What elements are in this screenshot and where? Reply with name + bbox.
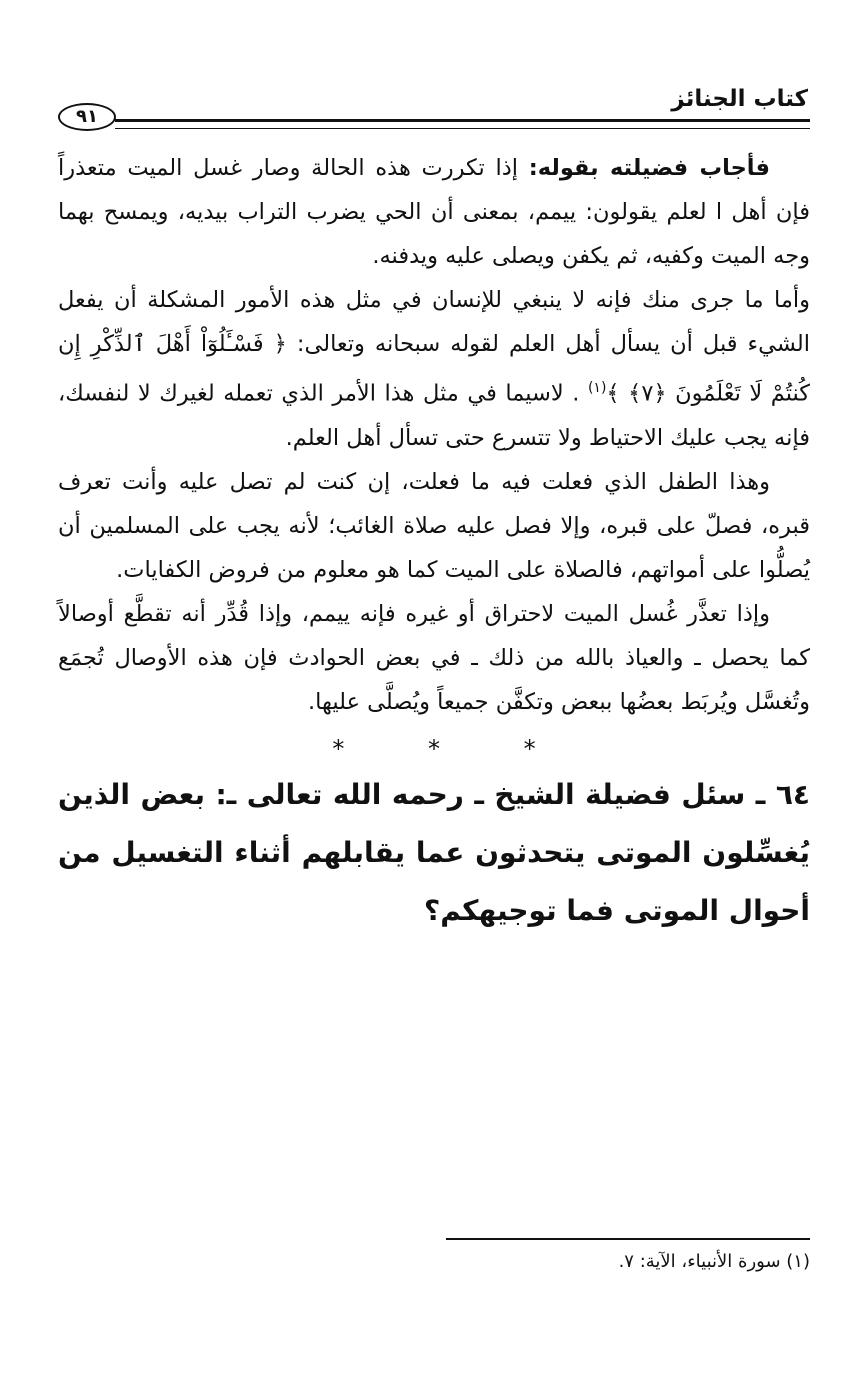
- footnote-marker: (١): [786, 1251, 810, 1272]
- question-text: سئل فضيلة الشيخ ـ رحمه الله تعالى ـ: بعض الذين يُغسِّلون الموتى يتحدثون عما يقابلهم أثناء التغسيل من أحوال الموتى فما توجيهكم؟: [58, 777, 810, 927]
- advice-text-after: . لاسيما في مثل هذا الأمر الذي تعمله لغيرك لا لنفسك، فإنه يجب عليك الاحتياط ولا تتسرع حتى تسأل أهل العلم.: [58, 380, 810, 451]
- footnote-rule: [446, 1238, 810, 1240]
- quran-verse: ﴿ فَسْـَٔلُوٓاْ أَهْلَ ٱلذِّكْرِ إِن كُنتُمْ لَا تَعْلَمُونَ ﴿٧﴾ ﴾: [58, 331, 810, 407]
- answer-lead: فأجاب فضيلته بقوله:: [528, 155, 770, 181]
- advice-text-before: وأما ما جرى منك فإنه لا ينبغي للإنسان في مثل هذه الأمور المشكلة أن يفعل الشيء قبل أن يسأل أهل العلم لقوله سبحانه وتعالى:: [58, 287, 811, 357]
- footnote-text: سورة الأنبياء، الآية: ٧.: [618, 1251, 781, 1272]
- running-title: كتاب الجنائز: [671, 86, 808, 112]
- header-rule: [115, 119, 810, 129]
- page-body: [58, 146, 810, 940]
- section-separator: * * *: [332, 734, 574, 763]
- child-prayer-paragraph: وهذا الطفل الذي فعلت فيه ما فعلت، إن كنت لم تصل عليه وأنت تعرف قبره، فصلّ على قبره، وإلا فصل عليه صلاة الغائب؛ لأنه يجب على المسلمين أن يُصلُّوا على أمواتهم، فالصلاة على الميت كما هو معلوم من فروض الكفايات.: [58, 468, 810, 583]
- question-number: ٦٤ ـ: [755, 777, 811, 811]
- answer-paragraph: [58, 146, 810, 278]
- footnote-ref: (١): [587, 380, 607, 396]
- question-64: [58, 766, 810, 940]
- footnote: [619, 1248, 810, 1276]
- answer-text: إذا تكررت هذه الحالة وصار غسل الميت متعذراً فإن أهل ا لعلم يقولون: ييمم، بمعنى أن الحي يضرب التراب بيديه، ويمسح بهما وجه الميت وكفيه، ثم يكفن ويصلى عليه ويدفنه.: [58, 155, 810, 269]
- advice-paragraph: [58, 278, 810, 460]
- tayammum-paragraph: وإذا تعذَّر غُسل الميت لاحتراق أو غيره فإنه ييمم، وإذا قُدِّر أنه تقطَّع أوصالاً كما يحصل ـ والعياذ بالله من ذلك ـ في بعض الحوادث فإن هذه الأوصال تُجمَع وتُغسَّل ويُربَط بعضُها ببعض وتكفَّن جميعاً ويُصلَّى عليها.: [58, 600, 810, 715]
- page-number: ٩١: [58, 103, 116, 131]
